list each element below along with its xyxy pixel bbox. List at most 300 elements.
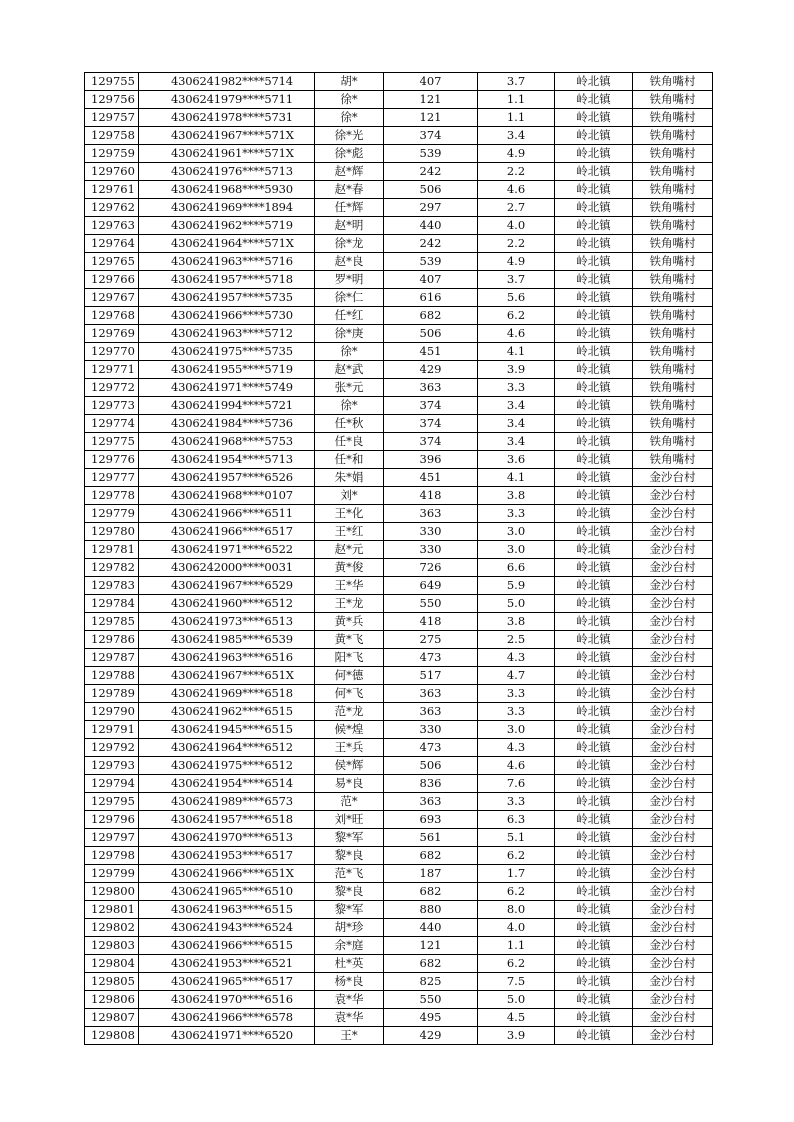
name-cell: 任*和 <box>315 451 384 469</box>
town-cell: 岭北镇 <box>555 91 633 109</box>
village-cell: 金沙台村 <box>633 469 713 487</box>
record-number-cell: 129790 <box>85 703 139 721</box>
record-number-cell: 129796 <box>85 811 139 829</box>
town-cell: 岭北镇 <box>555 469 633 487</box>
record-number-cell: 129791 <box>85 721 139 739</box>
name-cell: 黎*良 <box>315 883 384 901</box>
quantity-cell: 3.3 <box>478 379 555 397</box>
id-number-cell: 4306241964****6512 <box>139 739 315 757</box>
name-cell: 任*红 <box>315 307 384 325</box>
town-cell: 岭北镇 <box>555 649 633 667</box>
town-cell: 岭北镇 <box>555 109 633 127</box>
amount-cell: 374 <box>384 127 478 145</box>
name-cell: 赵*良 <box>315 253 384 271</box>
table-row <box>85 667 713 685</box>
village-cell: 金沙台村 <box>633 775 713 793</box>
name-cell: 袁*华 <box>315 1009 384 1027</box>
table-row <box>85 1027 713 1045</box>
quantity-cell: 3.6 <box>478 451 555 469</box>
amount-cell: 682 <box>384 883 478 901</box>
village-cell: 金沙台村 <box>633 757 713 775</box>
id-number-cell: 4306241963****6515 <box>139 901 315 919</box>
village-cell: 金沙台村 <box>633 865 713 883</box>
town-cell: 岭北镇 <box>555 361 633 379</box>
table-row <box>85 955 713 973</box>
table-row <box>85 163 713 181</box>
village-cell: 金沙台村 <box>633 577 713 595</box>
name-cell: 袁*华 <box>315 991 384 1009</box>
id-number-cell: 4306241953****6517 <box>139 847 315 865</box>
quantity-cell: 1.1 <box>478 91 555 109</box>
name-cell: 黎*军 <box>315 901 384 919</box>
quantity-cell: 4.3 <box>478 739 555 757</box>
quantity-cell: 4.0 <box>478 919 555 937</box>
name-cell: 王*红 <box>315 523 384 541</box>
town-cell: 岭北镇 <box>555 991 633 1009</box>
record-number-cell: 129768 <box>85 307 139 325</box>
town-cell: 岭北镇 <box>555 739 633 757</box>
amount-cell: 726 <box>384 559 478 577</box>
name-cell: 徐* <box>315 91 384 109</box>
quantity-cell: 3.9 <box>478 361 555 379</box>
quantity-cell: 6.2 <box>478 883 555 901</box>
amount-cell: 330 <box>384 523 478 541</box>
name-cell: 何*飞 <box>315 685 384 703</box>
quantity-cell: 3.3 <box>478 685 555 703</box>
quantity-cell: 3.0 <box>478 721 555 739</box>
table-row <box>85 145 713 163</box>
record-number-cell: 129792 <box>85 739 139 757</box>
record-number-cell: 129799 <box>85 865 139 883</box>
table-row <box>85 469 713 487</box>
id-number-cell: 4306241943****6524 <box>139 919 315 937</box>
village-cell: 铁角嘴村 <box>633 109 713 127</box>
record-number-cell: 129798 <box>85 847 139 865</box>
name-cell: 赵*元 <box>315 541 384 559</box>
town-cell: 岭北镇 <box>555 829 633 847</box>
id-number-cell: 4306241966****6578 <box>139 1009 315 1027</box>
record-number-cell: 129772 <box>85 379 139 397</box>
town-cell: 岭北镇 <box>555 865 633 883</box>
village-cell: 金沙台村 <box>633 991 713 1009</box>
record-number-cell: 129760 <box>85 163 139 181</box>
amount-cell: 121 <box>384 109 478 127</box>
village-cell: 金沙台村 <box>633 703 713 721</box>
id-number-cell: 4306241968****5753 <box>139 433 315 451</box>
name-cell: 王*兵 <box>315 739 384 757</box>
record-number-cell: 129801 <box>85 901 139 919</box>
record-number-cell: 129769 <box>85 325 139 343</box>
quantity-cell: 6.6 <box>478 559 555 577</box>
village-cell: 铁角嘴村 <box>633 163 713 181</box>
amount-cell: 363 <box>384 703 478 721</box>
table-row <box>85 451 713 469</box>
record-number-cell: 129780 <box>85 523 139 541</box>
village-cell: 铁角嘴村 <box>633 361 713 379</box>
name-cell: 任*秋 <box>315 415 384 433</box>
amount-cell: 517 <box>384 667 478 685</box>
id-number-cell: 4306241968****0107 <box>139 487 315 505</box>
name-cell: 黄*俊 <box>315 559 384 577</box>
quantity-cell: 6.2 <box>478 847 555 865</box>
amount-cell: 825 <box>384 973 478 991</box>
village-cell: 铁角嘴村 <box>633 181 713 199</box>
record-number-cell: 129804 <box>85 955 139 973</box>
town-cell: 岭北镇 <box>555 289 633 307</box>
id-number-cell: 4306241957****6526 <box>139 469 315 487</box>
village-cell: 铁角嘴村 <box>633 235 713 253</box>
amount-cell: 363 <box>384 379 478 397</box>
amount-cell: 418 <box>384 487 478 505</box>
table-row <box>85 829 713 847</box>
quantity-cell: 1.7 <box>478 865 555 883</box>
town-cell: 岭北镇 <box>555 379 633 397</box>
id-number-cell: 4306241965****6510 <box>139 883 315 901</box>
record-number-cell: 129806 <box>85 991 139 1009</box>
town-cell: 岭北镇 <box>555 127 633 145</box>
quantity-cell: 3.4 <box>478 433 555 451</box>
town-cell: 岭北镇 <box>555 1009 633 1027</box>
amount-cell: 616 <box>384 289 478 307</box>
quantity-cell: 3.0 <box>478 523 555 541</box>
village-cell: 铁角嘴村 <box>633 343 713 361</box>
quantity-cell: 4.6 <box>478 757 555 775</box>
name-cell: 范*龙 <box>315 703 384 721</box>
id-number-cell: 4306241962****6515 <box>139 703 315 721</box>
quantity-cell: 6.2 <box>478 955 555 973</box>
quantity-cell: 5.0 <box>478 595 555 613</box>
village-cell: 金沙台村 <box>633 667 713 685</box>
id-number-cell: 4306241954****5713 <box>139 451 315 469</box>
name-cell: 余*庭 <box>315 937 384 955</box>
village-cell: 铁角嘴村 <box>633 73 713 91</box>
table-row <box>85 289 713 307</box>
table-row <box>85 271 713 289</box>
record-number-cell: 129758 <box>85 127 139 145</box>
amount-cell: 550 <box>384 595 478 613</box>
quantity-cell: 2.5 <box>478 631 555 649</box>
village-cell: 铁角嘴村 <box>633 397 713 415</box>
id-number-cell: 4306241973****6513 <box>139 613 315 631</box>
amount-cell: 418 <box>384 613 478 631</box>
id-number-cell: 4306241967****6529 <box>139 577 315 595</box>
name-cell: 黄*兵 <box>315 613 384 631</box>
quantity-cell: 8.0 <box>478 901 555 919</box>
name-cell: 王* <box>315 1027 384 1045</box>
town-cell: 岭北镇 <box>555 253 633 271</box>
quantity-cell: 6.2 <box>478 307 555 325</box>
name-cell: 刘*旺 <box>315 811 384 829</box>
name-cell: 刘* <box>315 487 384 505</box>
table-row <box>85 595 713 613</box>
village-cell: 金沙台村 <box>633 685 713 703</box>
town-cell: 岭北镇 <box>555 883 633 901</box>
table-row <box>85 253 713 271</box>
table-row <box>85 919 713 937</box>
id-number-cell: 4306241989****6573 <box>139 793 315 811</box>
quantity-cell: 3.8 <box>478 613 555 631</box>
amount-cell: 330 <box>384 721 478 739</box>
quantity-cell: 4.3 <box>478 649 555 667</box>
town-cell: 岭北镇 <box>555 271 633 289</box>
village-cell: 金沙台村 <box>633 631 713 649</box>
town-cell: 岭北镇 <box>555 919 633 937</box>
table-row <box>85 91 713 109</box>
quantity-cell: 3.4 <box>478 415 555 433</box>
record-number-cell: 129761 <box>85 181 139 199</box>
table-row <box>85 1009 713 1027</box>
name-cell: 张*元 <box>315 379 384 397</box>
record-number-cell: 129808 <box>85 1027 139 1045</box>
town-cell: 岭北镇 <box>555 847 633 865</box>
name-cell: 赵*春 <box>315 181 384 199</box>
amount-cell: 363 <box>384 793 478 811</box>
village-cell: 铁角嘴村 <box>633 433 713 451</box>
id-number-cell: 4306241970****6513 <box>139 829 315 847</box>
town-cell: 岭北镇 <box>555 793 633 811</box>
name-cell: 王*龙 <box>315 595 384 613</box>
quantity-cell: 6.3 <box>478 811 555 829</box>
id-number-cell: 4306241963****6516 <box>139 649 315 667</box>
amount-cell: 407 <box>384 271 478 289</box>
record-number-cell: 129784 <box>85 595 139 613</box>
name-cell: 徐*光 <box>315 127 384 145</box>
name-cell: 易*良 <box>315 775 384 793</box>
table-row <box>85 73 713 91</box>
amount-cell: 880 <box>384 901 478 919</box>
record-number-cell: 129773 <box>85 397 139 415</box>
village-cell: 金沙台村 <box>633 505 713 523</box>
table-row <box>85 505 713 523</box>
amount-cell: 363 <box>384 505 478 523</box>
amount-cell: 121 <box>384 91 478 109</box>
amount-cell: 693 <box>384 811 478 829</box>
id-number-cell: 4306241961****571X <box>139 145 315 163</box>
quantity-cell: 4.1 <box>478 469 555 487</box>
id-number-cell: 4306241966****6517 <box>139 523 315 541</box>
table-row <box>85 793 713 811</box>
table-row <box>85 127 713 145</box>
table-row <box>85 343 713 361</box>
amount-cell: 440 <box>384 217 478 235</box>
id-number-cell: 4306241971****5749 <box>139 379 315 397</box>
village-cell: 金沙台村 <box>633 901 713 919</box>
name-cell: 胡* <box>315 73 384 91</box>
amount-cell: 429 <box>384 1027 478 1045</box>
table-row <box>85 739 713 757</box>
name-cell: 候*煌 <box>315 721 384 739</box>
name-cell: 胡*珍 <box>315 919 384 937</box>
table-row <box>85 613 713 631</box>
village-cell: 金沙台村 <box>633 595 713 613</box>
village-cell: 金沙台村 <box>633 955 713 973</box>
record-number-cell: 129803 <box>85 937 139 955</box>
village-cell: 金沙台村 <box>633 883 713 901</box>
quantity-cell: 3.7 <box>478 271 555 289</box>
record-number-cell: 129777 <box>85 469 139 487</box>
town-cell: 岭北镇 <box>555 577 633 595</box>
id-number-cell: 4306241960****6512 <box>139 595 315 613</box>
table-row <box>85 865 713 883</box>
village-cell: 金沙台村 <box>633 487 713 505</box>
quantity-cell: 3.9 <box>478 1027 555 1045</box>
record-number-cell: 129786 <box>85 631 139 649</box>
table-row <box>85 559 713 577</box>
table-row <box>85 109 713 127</box>
table-row <box>85 523 713 541</box>
name-cell: 徐* <box>315 109 384 127</box>
record-number-cell: 129782 <box>85 559 139 577</box>
table-row <box>85 811 713 829</box>
town-cell: 岭北镇 <box>555 811 633 829</box>
town-cell: 岭北镇 <box>555 631 633 649</box>
record-number-cell: 129807 <box>85 1009 139 1027</box>
amount-cell: 649 <box>384 577 478 595</box>
town-cell: 岭北镇 <box>555 775 633 793</box>
record-number-cell: 129766 <box>85 271 139 289</box>
village-cell: 铁角嘴村 <box>633 307 713 325</box>
id-number-cell: 4306241953****6521 <box>139 955 315 973</box>
record-number-cell: 129797 <box>85 829 139 847</box>
record-number-cell: 129795 <box>85 793 139 811</box>
village-cell: 金沙台村 <box>633 613 713 631</box>
id-number-cell: 4306241979****5711 <box>139 91 315 109</box>
id-number-cell: 4306241967****571X <box>139 127 315 145</box>
amount-cell: 297 <box>384 199 478 217</box>
town-cell: 岭北镇 <box>555 217 633 235</box>
id-number-cell: 4306241957****6518 <box>139 811 315 829</box>
village-cell: 铁角嘴村 <box>633 91 713 109</box>
village-cell: 铁角嘴村 <box>633 289 713 307</box>
town-cell: 岭北镇 <box>555 685 633 703</box>
amount-cell: 330 <box>384 541 478 559</box>
table-row <box>85 199 713 217</box>
record-number-cell: 129757 <box>85 109 139 127</box>
id-number-cell: 4306241985****6539 <box>139 631 315 649</box>
table-row <box>85 577 713 595</box>
quantity-cell: 2.2 <box>478 235 555 253</box>
village-cell: 铁角嘴村 <box>633 217 713 235</box>
village-cell: 铁角嘴村 <box>633 253 713 271</box>
name-cell: 徐*庚 <box>315 325 384 343</box>
village-cell: 金沙台村 <box>633 559 713 577</box>
name-cell: 王*化 <box>315 505 384 523</box>
quantity-cell: 5.9 <box>478 577 555 595</box>
amount-cell: 242 <box>384 163 478 181</box>
id-number-cell: 4306241965****6517 <box>139 973 315 991</box>
amount-cell: 429 <box>384 361 478 379</box>
record-number-cell: 129781 <box>85 541 139 559</box>
amount-cell: 561 <box>384 829 478 847</box>
id-number-cell: 4306241968****5930 <box>139 181 315 199</box>
town-cell: 岭北镇 <box>555 667 633 685</box>
amount-cell: 682 <box>384 847 478 865</box>
quantity-cell: 4.7 <box>478 667 555 685</box>
town-cell: 岭北镇 <box>555 199 633 217</box>
name-cell: 任*良 <box>315 433 384 451</box>
town-cell: 岭北镇 <box>555 937 633 955</box>
amount-cell: 495 <box>384 1009 478 1027</box>
id-number-cell: 4306241955****5719 <box>139 361 315 379</box>
village-cell: 金沙台村 <box>633 739 713 757</box>
record-number-cell: 129776 <box>85 451 139 469</box>
town-cell: 岭北镇 <box>555 487 633 505</box>
id-number-cell: 4306241957****5718 <box>139 271 315 289</box>
name-cell: 任*辉 <box>315 199 384 217</box>
id-number-cell: 4306241966****6515 <box>139 937 315 955</box>
amount-cell: 374 <box>384 397 478 415</box>
id-number-cell: 4306241971****6522 <box>139 541 315 559</box>
amount-cell: 187 <box>384 865 478 883</box>
record-number-cell: 129775 <box>85 433 139 451</box>
record-number-cell: 129805 <box>85 973 139 991</box>
quantity-cell: 3.8 <box>478 487 555 505</box>
amount-cell: 374 <box>384 433 478 451</box>
id-number-cell: 4306241945****6515 <box>139 721 315 739</box>
amount-cell: 451 <box>384 469 478 487</box>
id-number-cell: 4306241975****5735 <box>139 343 315 361</box>
town-cell: 岭北镇 <box>555 1027 633 1045</box>
table-row <box>85 217 713 235</box>
town-cell: 岭北镇 <box>555 433 633 451</box>
town-cell: 岭北镇 <box>555 595 633 613</box>
record-number-cell: 129755 <box>85 73 139 91</box>
id-number-cell: 4306241976****5713 <box>139 163 315 181</box>
name-cell: 黄*飞 <box>315 631 384 649</box>
quantity-cell: 3.7 <box>478 73 555 91</box>
id-number-cell: 4306241957****5735 <box>139 289 315 307</box>
table-body <box>85 73 713 1045</box>
name-cell: 黎*军 <box>315 829 384 847</box>
table-row <box>85 307 713 325</box>
village-cell: 金沙台村 <box>633 649 713 667</box>
town-cell: 岭北镇 <box>555 145 633 163</box>
id-number-cell: 4306241963****5712 <box>139 325 315 343</box>
table-row <box>85 757 713 775</box>
amount-cell: 550 <box>384 991 478 1009</box>
record-number-cell: 129788 <box>85 667 139 685</box>
village-cell: 金沙台村 <box>633 523 713 541</box>
name-cell: 杨*良 <box>315 973 384 991</box>
name-cell: 阳*飞 <box>315 649 384 667</box>
table-row <box>85 847 713 865</box>
amount-cell: 473 <box>384 649 478 667</box>
table-row <box>85 991 713 1009</box>
village-cell: 铁角嘴村 <box>633 127 713 145</box>
quantity-cell: 1.1 <box>478 937 555 955</box>
table-row <box>85 541 713 559</box>
village-cell: 金沙台村 <box>633 541 713 559</box>
village-cell: 金沙台村 <box>633 937 713 955</box>
name-cell: 王*华 <box>315 577 384 595</box>
town-cell: 岭北镇 <box>555 451 633 469</box>
town-cell: 岭北镇 <box>555 307 633 325</box>
town-cell: 岭北镇 <box>555 613 633 631</box>
record-number-cell: 129794 <box>85 775 139 793</box>
name-cell: 范* <box>315 793 384 811</box>
table-row <box>85 775 713 793</box>
quantity-cell: 5.1 <box>478 829 555 847</box>
town-cell: 岭北镇 <box>555 163 633 181</box>
quantity-cell: 5.6 <box>478 289 555 307</box>
record-number-cell: 129785 <box>85 613 139 631</box>
table-row <box>85 361 713 379</box>
table-row <box>85 415 713 433</box>
name-cell: 侯*辉 <box>315 757 384 775</box>
record-number-cell: 129771 <box>85 361 139 379</box>
quantity-cell: 4.6 <box>478 325 555 343</box>
name-cell: 徐* <box>315 397 384 415</box>
